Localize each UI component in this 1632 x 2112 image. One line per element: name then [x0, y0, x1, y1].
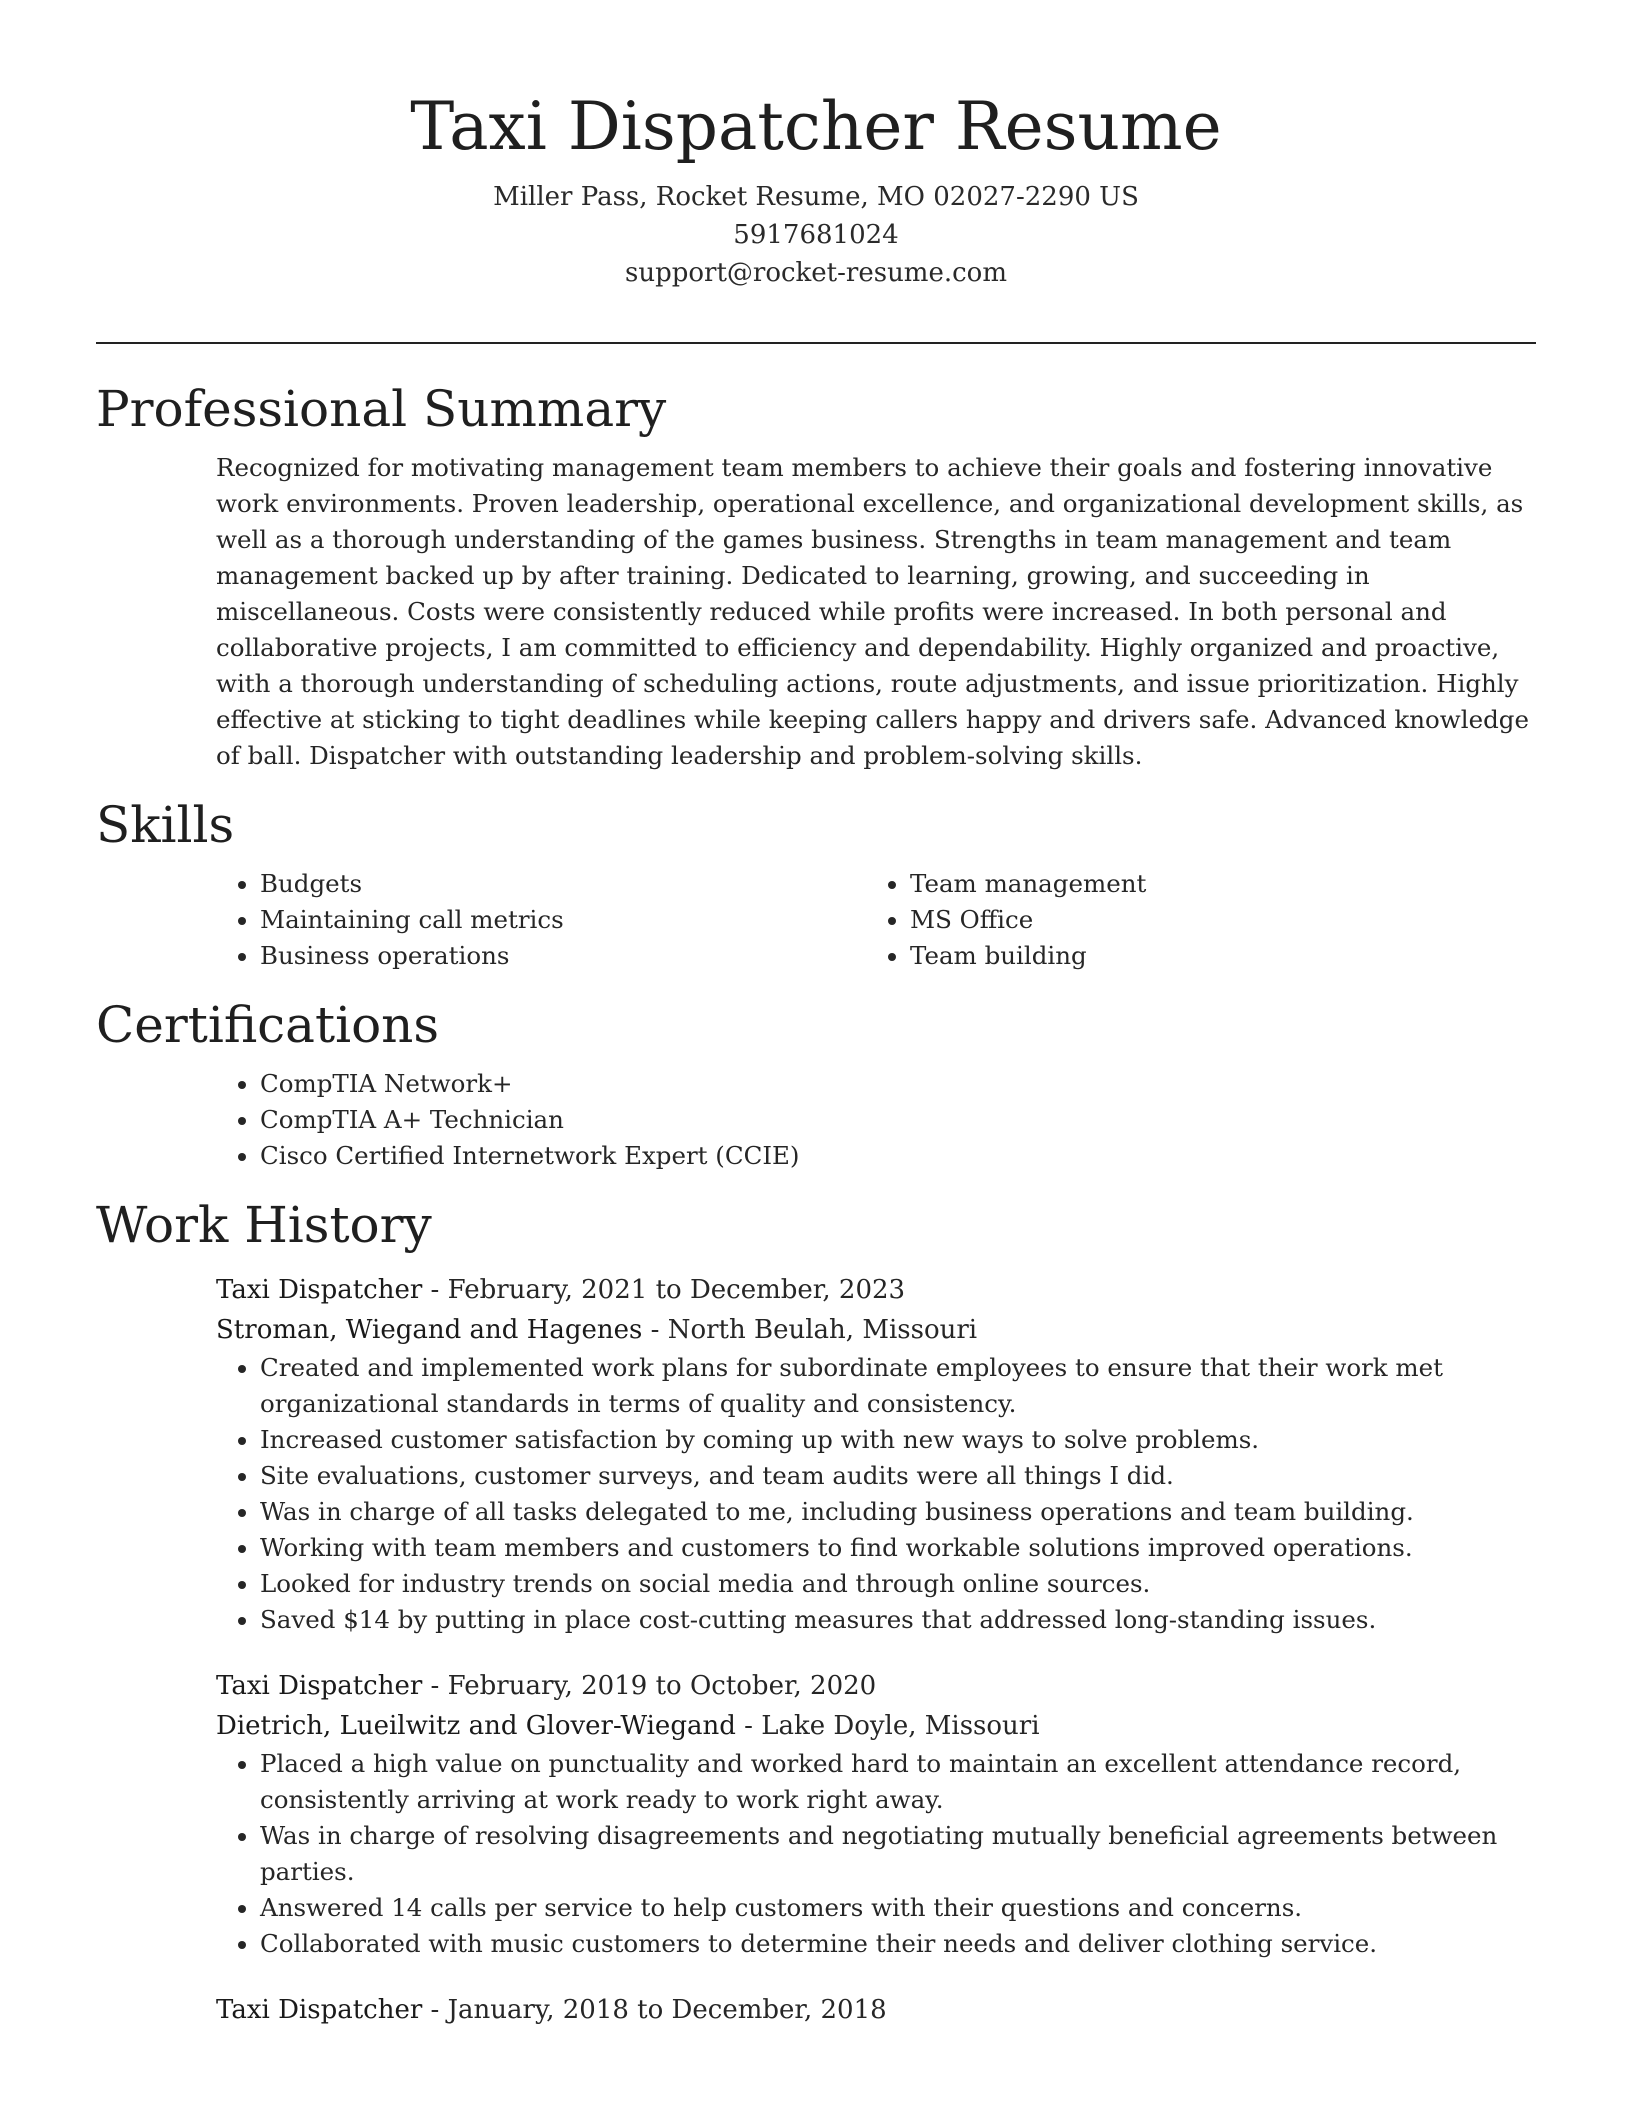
certifications-list-wrapper — [216, 1066, 1536, 1174]
section-title-work-history: Work History — [96, 1196, 432, 1254]
section-title-summary: Professional Summary — [96, 380, 667, 438]
skill-item: • Team management — [910, 866, 1516, 902]
job-bullet: • Working with team members and customers to find workable solutions improved operations. — [260, 1530, 1536, 1566]
job-company: Stroman, Wiegand and Hagenes — [216, 1315, 643, 1345]
job-separator: - — [422, 1995, 448, 2025]
resume-title: Taxi Dispatcher Resume — [410, 88, 1222, 165]
job-location: Lake Doyle, Missouri — [761, 1711, 1040, 1741]
section-title-certifications: Certifications — [96, 996, 440, 1054]
skills-section — [96, 794, 1536, 974]
job-title: Taxi Dispatcher — [216, 1995, 423, 2025]
job-separator: - — [735, 1711, 762, 1741]
job-dates: February, 2019 to October, 2020 — [447, 1671, 877, 1701]
job-separator: - — [422, 1275, 448, 1305]
job-bullet: • Increased customer satisfaction by coming up with new ways to solve problems. — [260, 1422, 1536, 1458]
skill-item: • Budgets — [260, 866, 866, 902]
job-title: Taxi Dispatcher — [216, 1275, 423, 1305]
job-bullet: • Placed a high value on punctuality and worked hard to maintain an excellent attendance record, consistently arriving at work ready to work right away. — [260, 1746, 1536, 1818]
job-bullet: • Looked for industry trends on social media and through online sources. — [260, 1566, 1536, 1602]
contact-email: support@rocket-resume.com — [624, 258, 1007, 288]
contact-info — [0, 178, 1632, 292]
professional-summary-section — [96, 378, 1536, 774]
work-history-section — [96, 1194, 1536, 2030]
job-bullet: • Saved $14 by putting in place cost-cutting measures that addressed long-standing issues. — [260, 1602, 1536, 1638]
job-bullet: • Collaborated with music customers to determine their needs and deliver clothing service. — [260, 1926, 1536, 1962]
certification-item: • CompTIA Network+ — [260, 1066, 1536, 1102]
skills-list-left — [216, 866, 866, 974]
job-title-line — [216, 1270, 1536, 1310]
job-company: Dietrich, Lueilwitz and Glover-Wiegand — [216, 1711, 736, 1741]
job-title-line — [216, 1666, 1536, 1706]
certifications-list — [216, 1066, 1536, 1174]
job-company-line — [216, 1310, 1536, 1350]
job-title: Taxi Dispatcher — [216, 1671, 423, 1701]
skills-grid — [216, 866, 1536, 974]
skill-item: • Team building — [910, 938, 1516, 974]
job-separator: - — [422, 1671, 448, 1701]
job-title-line — [216, 1990, 1536, 2030]
section-title-skills: Skills — [96, 796, 235, 854]
header-divider — [96, 342, 1536, 344]
job-dates: January, 2018 to December, 2018 — [447, 1995, 887, 2025]
job-entry — [216, 1990, 1536, 2030]
skills-list-right — [866, 866, 1516, 974]
job-bullet: • Was in charge of resolving disagreements and negotiating mutually beneficial agreements between parties. — [260, 1818, 1536, 1890]
skill-item: • Maintaining call metrics — [260, 902, 866, 938]
certification-item: • CompTIA A+ Technician — [260, 1102, 1536, 1138]
contact-phone: 5917681024 — [733, 220, 899, 250]
job-company-line — [216, 1706, 1536, 1746]
job-bullets — [216, 1350, 1536, 1638]
job-bullet: • Was in charge of all tasks delegated to me, including business operations and team building. — [260, 1494, 1536, 1530]
job-bullet: • Answered 14 calls per service to help customers with their questions and concerns. — [260, 1890, 1536, 1926]
job-entry — [216, 1666, 1536, 1962]
job-bullet: • Created and implemented work plans for subordinate employees to ensure that their work met organizational standards in terms of quality and consistency. — [260, 1350, 1536, 1422]
skill-item: • Business operations — [260, 938, 866, 974]
job-dates: February, 2021 to December, 2023 — [447, 1275, 906, 1305]
resume-body — [96, 378, 1536, 2030]
certification-item: • Cisco Certified Internetwork Expert (CCIE) — [260, 1138, 1536, 1174]
certifications-section — [96, 994, 1536, 1174]
summary-text: Recognized for motivating management team members to achieve their goals and fostering innovative work environments. Proven leadership, operational excellence, and organizational development skills, as well as a thorough understanding of the games business. Strengths in team management and team management backed up by after training. Dedicated to learning, growing, and succeeding in miscellaneous. Costs were consistently reduced while profits were increased. In both personal and collaborative projects, I am committed to efficiency and dependability. Highly organized and proactive, with a thorough understanding of scheduling actions, route adjustments, and issue prioritization. Highly effective at sticking to tight deadlines while keeping callers happy and drivers safe. Advanced knowledge of ball. Dispatcher with outstanding leadership and problem-solving skills. — [216, 453, 1529, 770]
job-bullet: • Site evaluations, customer surveys, and team audits were all things I did. — [260, 1458, 1536, 1494]
contact-address: Miller Pass, Rocket Resume, MO 02027-2290 US — [493, 182, 1139, 212]
skills-column-right — [866, 866, 1516, 974]
job-entry — [216, 1270, 1536, 1638]
resume-header — [0, 0, 1632, 292]
job-separator: - — [642, 1315, 668, 1345]
job-location: North Beulah, Missouri — [667, 1315, 978, 1345]
skills-column-left — [216, 866, 866, 974]
skill-item: • MS Office — [910, 902, 1516, 938]
job-bullets — [216, 1746, 1536, 1962]
